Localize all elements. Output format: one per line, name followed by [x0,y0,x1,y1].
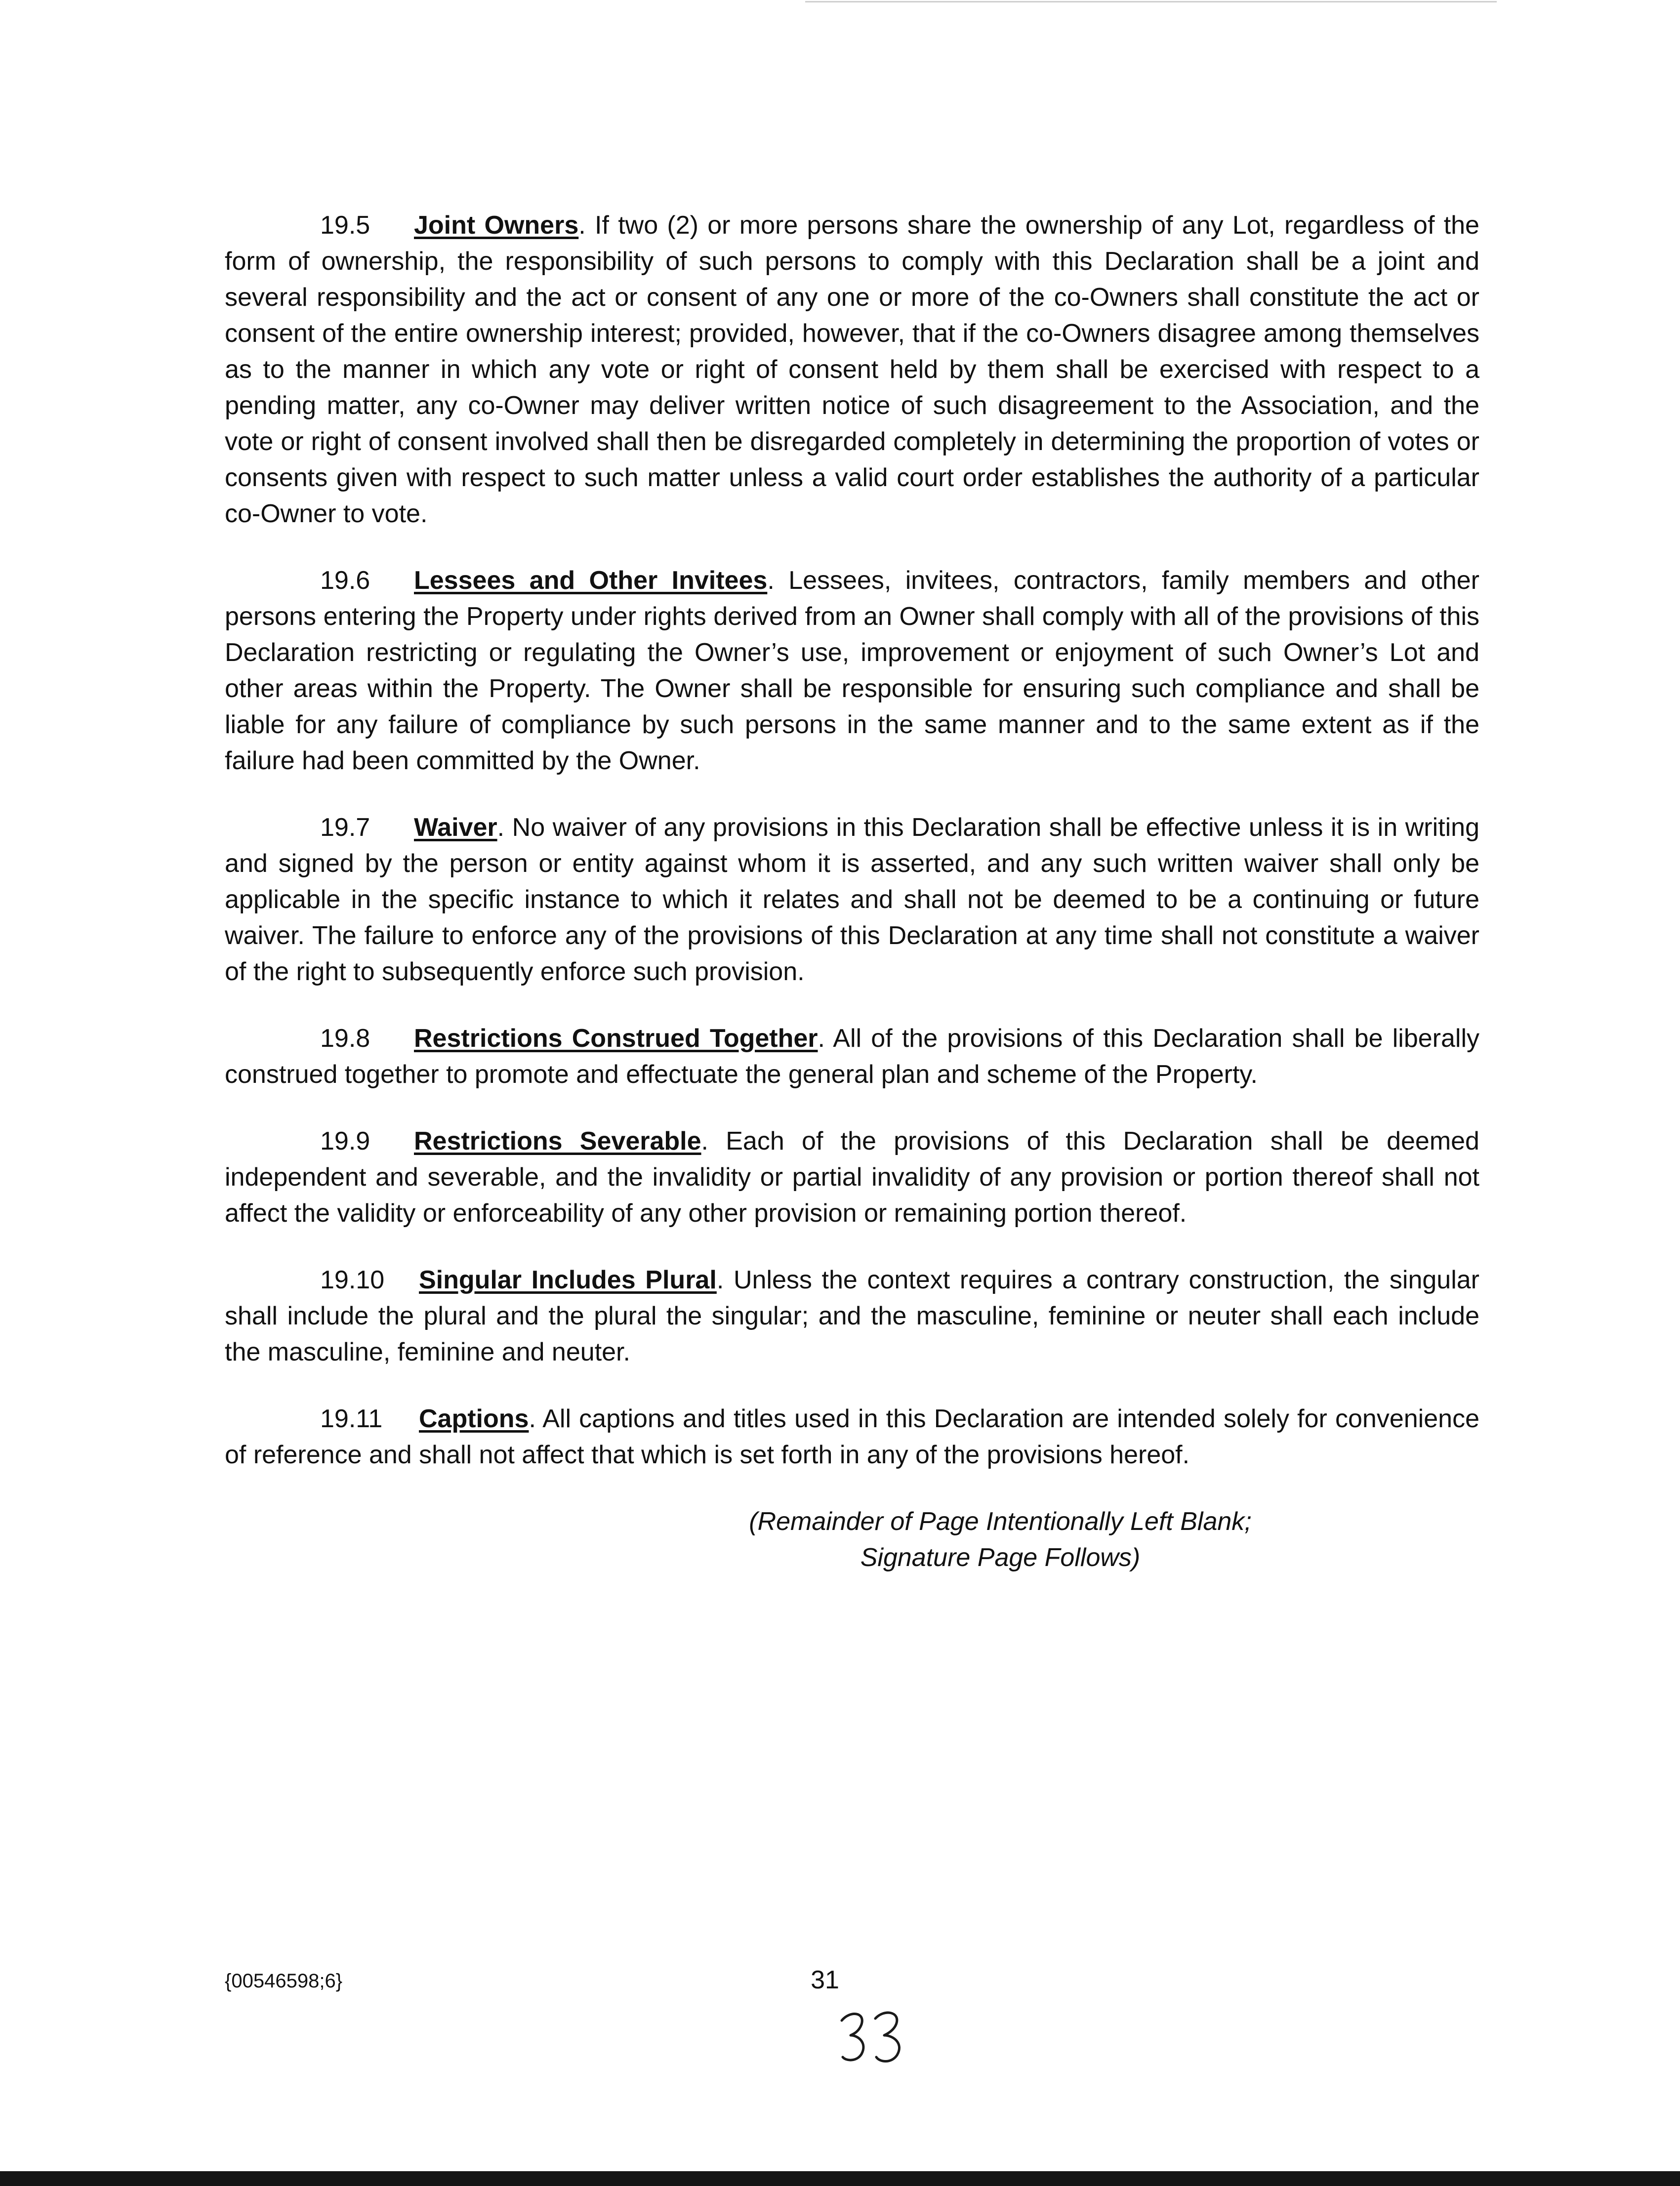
document-id: {00546598;6} [225,1970,343,1992]
closing-note [225,1504,1479,1576]
section-19-11: 19.11 Captions. All captions and titles used in this Declaration are intended solely for convenience of reference and shall not affect that which is set forth in any of the provisions hereof. [225,1401,1479,1473]
section-number: 19.5 [320,211,370,240]
handwritten-page-number [835,2006,919,2070]
page-number: 31 [811,1966,839,1994]
section-number: 19.6 [320,566,370,595]
scan-top-rule [805,1,1497,2]
section-number: 19.9 [320,1127,370,1155]
section-number: 19.7 [320,813,370,842]
section-body: Lessees, invitees, contractors, family members and other persons entering the Property under rights derived from an Owner shall comply with all of the provisions of this Declaration restricting or regulating the Owner’s use, improvement or enjoyment of such Owner’s Lot and other areas within the Property. The Owner shall be responsible for ensuring such compliance and shall be liable for any failure of compliance by such persons in the same manner and to the same extent as if the failure had been committed by the Owner. [225,566,1479,775]
section-number: 19.8 [320,1024,370,1053]
section-19-10: 19.10 Singular Includes Plural. Unless the context requires a contrary construction, the singular shall include the plural and the plural the singular; and the masculine, feminine or neuter shall each include the masculine, feminine and neuter. [225,1262,1479,1370]
section-number: 19.11 [320,1404,383,1433]
section-19-8: 19.8 Restrictions Construed Together. All of the provisions of this Declaration shall be liberally construed together to promote and effectuate the general plan and scheme of the Property. [225,1021,1479,1093]
section-body: If two (2) or more persons share the ownership of any Lot, regardless of the form of ownership, the responsibility of such persons to comply with this Declaration shall be a joint and several responsibility and the act or consent of any one or more of the co-Owners shall constitute the act or consent of the entire ownership interest; provided, however, that if the co-Owners disagree among themselves as to the manner in which any vote or right of consent held by them shall be exercised with respect to a pending matter, any co-Owner may deliver written notice of such disagreement to the Association, and the vote or right of consent involved shall then be disregarded completely in determining the proportion of votes or consents given with respect to such matter unless a valid court order establishes the authority of a particular co-Owner to vote. [225,211,1479,528]
section-19-9: 19.9 Restrictions Severable. Each of the provisions of this Declaration shall be deemed independent and severable, and the invalidity or partial invalidity of any provision or portion thereof shall not affect the validity or enforceability of any other provision or remaining portion thereof. [225,1123,1479,1232]
closing-note-line-1: (Remainder of Page Intentionally Left Blank; [749,1507,1252,1536]
section-19-6: 19.6 Lessees and Other Invitees. Lessees, invitees, contractors, family members and other persons entering the Property under rights derived from an Owner shall comply with all of the provisions of this Declaration restricting or regulating the Owner’s use, improvement or enjoyment of such Owner’s Lot and other areas within the Property. The Owner shall be responsible for ensuring such compliance and shall be liable for any failure of compliance by such persons in the same manner and to the same extent as if the failure had been committed by the Owner. [225,563,1479,779]
section-number: 19.10 [320,1266,385,1294]
section-title: Lessees and Other Invitees [414,566,768,595]
section-body: All captions and titles used in this Declaration are intended solely for convenience of reference and shall not affect that which is set forth in any of the provisions hereof. [225,1404,1479,1469]
section-title: Joint Owners [414,211,579,240]
section-title: Restrictions Construed Together [414,1024,818,1053]
section-title: Waiver [414,813,497,842]
section-body: Each of the provisions of this Declaration shall be deemed independent and severable, and the invalidity or partial invalidity of any provision or portion thereof shall not affect the validity or enforceability of any other provision or remaining portion thereof. [225,1127,1479,1228]
scan-bottom-edge [0,2171,1680,2186]
section-19-7: 19.7 Waiver. No waiver of any provisions in this Declaration shall be effective unless it is in writing and signed by the person or entity against whom it is asserted, and any such written waiver shall only be applicable in the specific instance to which it relates and shall not be deemed to be a continuing or future waiver. The failure to enforce any of the provisions of this Declaration at any time shall not constitute a waiver of the right to subsequently enforce such provision. [225,810,1479,990]
section-body: No waiver of any provisions in this Declaration shall be effective unless it is in writing and signed by the person or entity against whom it is asserted, and any such written waiver shall only be applicable in the specific instance to which it relates and shall not be deemed to be a continuing or future waiver. The failure to enforce any of the provisions of this Declaration at any time shall not constitute a waiver of the right to subsequently enforce such provision. [225,813,1480,986]
section-body: All of the provisions of this Declaration shall be liberally construed together to promote and effectuate the general plan and scheme of the Property. [225,1024,1479,1089]
section-title: Restrictions Severable [414,1127,701,1155]
section-19-5: 19.5 Joint Owners. If two (2) or more persons share the ownership of any Lot, regardless of the form of ownership, the responsibility of such persons to comply with this Declaration shall be a joint and several responsibility and the act or consent of any one or more of the co-Owners shall constitute the act or consent of the entire ownership interest; provided, however, that if the co-Owners disagree among themselves as to the manner in which any vote or right of consent held by them shall be exercised with respect to a pending matter, any co-Owner may deliver written notice of such disagreement to the Association, and the vote or right of consent involved shall then be disregarded completely in determining the proportion of votes or consents given with respect to such matter unless a valid court order establishes the authority of a particular co-Owner to vote. [225,207,1479,532]
section-title: Singular Includes Plural [419,1266,717,1294]
section-title: Captions [419,1404,529,1433]
section-body: Unless the context requires a contrary construction, the singular shall include the plural and the plural the singular; and the masculine, feminine or neuter shall each include the masculine, feminine and neuter. [225,1266,1479,1366]
closing-note-line-2: Signature Page Follows) [860,1543,1141,1572]
document-body [225,207,1479,1576]
